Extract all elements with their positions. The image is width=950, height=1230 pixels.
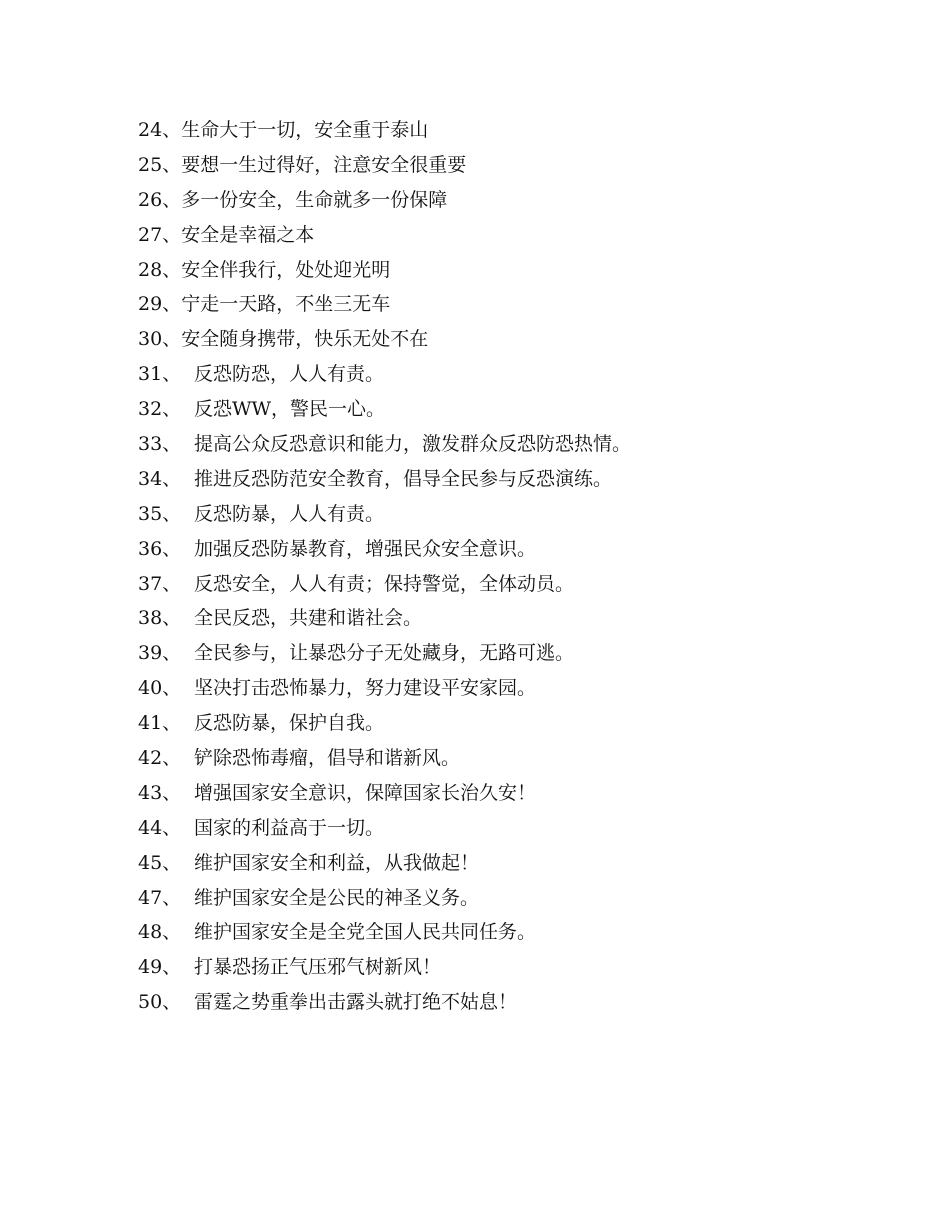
- list-item: [138, 706, 898, 741]
- item-number: 36、: [138, 537, 182, 560]
- item-number: 33、: [138, 433, 182, 456]
- item-text: 维护国家安全是公民的神圣义务。: [194, 886, 480, 909]
- item-text: 国家的利益高于一切。: [194, 816, 385, 839]
- item-text: 多一份安全，生命就多一份保障: [181, 188, 448, 211]
- item-text: 坚决打击恐怖暴力，努力建设平安家园。: [194, 677, 537, 700]
- item-text: 打暴恐扬正气压邪气树新风！: [194, 956, 442, 979]
- item-number: 50、: [138, 991, 182, 1014]
- item-number: 49、: [138, 956, 182, 979]
- list-item: [138, 881, 898, 916]
- item-number: 45、: [138, 851, 182, 874]
- list-item: [138, 113, 898, 148]
- item-number: 24、: [138, 119, 182, 141]
- item-number: 44、: [138, 816, 182, 839]
- item-number: 35、: [138, 502, 182, 525]
- item-text: 反恐WW，警民一心。: [194, 398, 386, 421]
- item-number: 41、: [138, 712, 182, 735]
- list-item: [138, 567, 898, 602]
- list-item: [138, 671, 898, 706]
- list-item: [138, 183, 898, 218]
- list-item: [138, 950, 898, 985]
- list-item: [138, 741, 898, 776]
- list-item: [138, 148, 898, 183]
- list-item: [138, 218, 898, 253]
- item-number: 28、: [138, 258, 182, 281]
- item-number: 25、: [138, 153, 182, 176]
- list-item: [138, 532, 898, 567]
- item-number: 34、: [138, 467, 182, 490]
- item-number: 26、: [138, 188, 182, 211]
- item-number: 40、: [138, 677, 182, 700]
- item-number: 39、: [138, 642, 182, 665]
- list-item: [138, 776, 898, 811]
- list-item: [138, 915, 898, 950]
- item-number: 42、: [138, 747, 182, 770]
- item-text: 宁走一天路，不坐三无车: [181, 293, 391, 316]
- item-number: 47、: [138, 886, 182, 909]
- item-text: 全民参与，让暴恐分子无处藏身，无路可逃。: [194, 642, 575, 665]
- item-number: 27、: [138, 223, 182, 246]
- item-text: 安全伴我行，处处迎光明: [181, 258, 391, 281]
- item-text: 增强国家安全意识，保障国家长治久安！: [194, 781, 537, 804]
- item-number: 32、: [138, 398, 182, 421]
- list-item: [138, 497, 898, 532]
- item-text: 安全是幸福之本: [181, 223, 315, 246]
- list-item: [138, 811, 898, 846]
- item-text: 要想一生过得好，注意安全很重要: [181, 153, 467, 176]
- item-text: 反恐防暴，人人有责。: [194, 502, 385, 525]
- item-text: 反恐防恐，人人有责。: [194, 363, 385, 386]
- item-text: 雷霆之势重拳出击露头就打绝不姑息！: [194, 991, 518, 1014]
- item-number: 43、: [138, 781, 182, 804]
- list-item: [138, 601, 898, 636]
- item-text: 全民反恐，共建和谐社会。: [194, 607, 423, 630]
- list-item: [138, 253, 898, 288]
- list-item: [138, 392, 898, 427]
- item-text: 生命大于一切，安全重于泰山: [181, 119, 429, 141]
- item-number: 31、: [138, 363, 182, 386]
- list-item: [138, 357, 898, 392]
- item-text: 安全随身携带，快乐无处不在: [181, 328, 429, 351]
- list-item: [138, 985, 898, 1020]
- list-item: [138, 287, 898, 322]
- item-number: 48、: [138, 921, 182, 944]
- item-number: 38、: [138, 607, 182, 630]
- list-item: [138, 636, 898, 671]
- list-item: [138, 322, 898, 357]
- item-number: 37、: [138, 572, 182, 595]
- list-item: [138, 427, 898, 462]
- list-item: [138, 846, 898, 881]
- item-text: 加强反恐防暴教育，增强民众安全意识。: [194, 537, 537, 560]
- item-number: 30、: [138, 328, 182, 351]
- item-text: 维护国家安全和利益，从我做起！: [194, 851, 480, 874]
- item-text: 提高公众反恐意识和能力，激发群众反恐防恐热情。: [194, 433, 632, 456]
- item-text: 反恐安全，人人有责；保持警觉，全体动员。: [194, 572, 575, 595]
- item-text: 维护国家安全是全党全国人民共同任务。: [194, 921, 537, 944]
- slogan-list: [138, 113, 898, 1020]
- item-text: 推进反恐防范安全教育，倡导全民参与反恐演练。: [194, 467, 613, 490]
- item-number: 29、: [138, 293, 182, 316]
- item-text: 铲除恐怖毒瘤，倡导和谐新风。: [194, 747, 461, 770]
- item-text: 反恐防暴，保护自我。: [194, 712, 385, 735]
- list-item: [138, 462, 898, 497]
